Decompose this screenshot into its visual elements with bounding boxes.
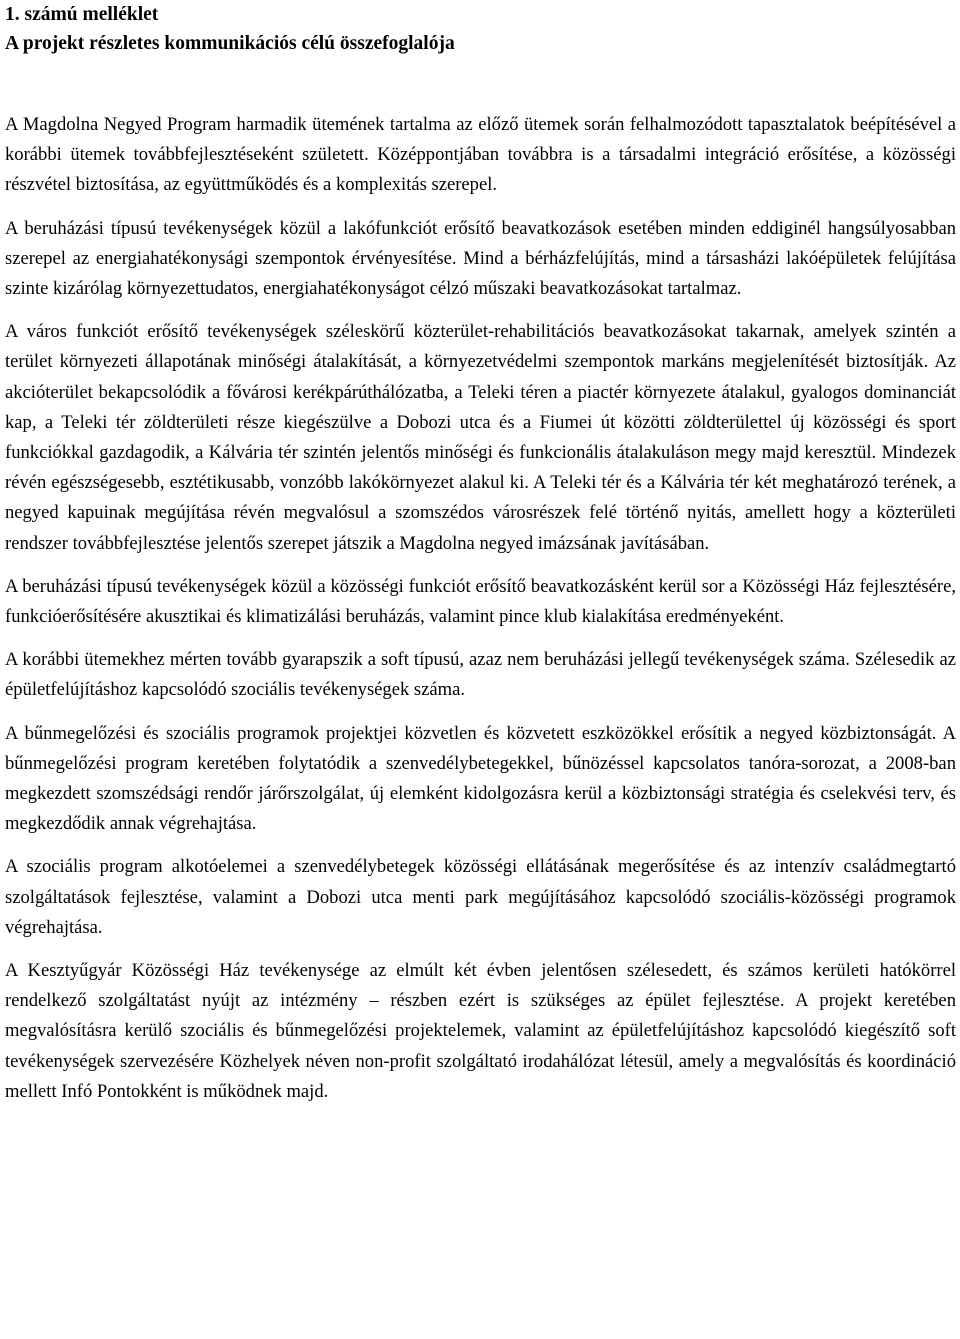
annex-number-heading: 1. számú melléklet <box>5 4 159 25</box>
paragraph-kesztyugyar: A Kesztyűgyár Közösségi Ház tevékenysége az elmúlt két évben jelentősen szélesedett, és számos kerületi hatókörrel rendelkező szolgáltatást nyújt az intézmény – részben ezért is szükséges az épület fejlesztése. A projekt keretében megvalósításra kerülő szociális és bűnmegelőzési projektelemek, valamint az épületfelújításhoz kapcsolódó kiegészítő soft tevékenységek szervezésére Közhelyek néven non-profit szolgáltató irodahálózat létesül, amely a megvalósítás és koordináció mellett Infó Pontokként is működnek majd. <box>5 960 956 1102</box>
paragraph-housing-investment: A beruházási típusú tevékenységek közül a lakófunkciót erősítő beavatkozások esetében minden eddiginél hangsúlyosabban szerepel az energiahatékonysági szempontok érvényesítése. Mind a bérházfelújítás, mind a társasházi lakóépületek felújítása szinte kizárólag környezettudatos, energiahatékonyságot célzó műszaki beavatkozásokat tartalmaz. <box>5 217 956 300</box>
summary-title-heading: A projekt részletes kommunikációs célú összefoglalója <box>5 33 455 54</box>
document-body <box>5 110 956 1107</box>
paragraph-crime-prevention: A bűnmegelőzési és szociális programok projektjei közvetlen és közvetett eszközökkel erősítik a negyed közbiztonságát. A bűnmegelőzési program keretében folytatódik a szenvedélybetegekkel, bűnözéssel kapcsolatos tanóra-sorozat, a 2008-ban megkezdett szomszédsági rendőr járőrszolgálat, új elemként kidolgozásra kerül a közbiztonsági stratégia és cselekvési terv, és megkezdődik annak végrehajtása. <box>5 722 956 835</box>
document-page <box>5 0 956 1120</box>
paragraph-intro: A Magdolna Negyed Program harmadik ütemének tartalma az előző ütemek során felhalmozódott tapasztalatok beépítésével a korábbi ütemek továbbfejlesztéseként született. Középpontjában továbbra is a társadalmi integráció erősítése, a közösségi részvétel biztosítása, az együttműködés és a komplexitás szerepel. <box>5 114 956 196</box>
paragraph-social-program: A szociális program alkotóelemei a szenvedélybetegek közösségi ellátásának megerősítése és az intenzív családmegtartó szolgáltatások fejlesztése, valamint a Dobozi utca menti park megújításához kapcsolódó szociális-közösségi programok végrehajtása. <box>5 856 956 938</box>
paragraph-community-house: A beruházási típusú tevékenységek közül a közösségi funkciót erősítő beavatkozásként kerül sor a Közösségi Ház fejlesztésére, funkcióerősítésére akusztikai és klimatizálási beruházás, valamint pince klub kialakítása eredményeként. <box>5 575 956 628</box>
paragraph-public-space: A város funkciót erősítő tevékenységek széleskörű közterület-rehabilitációs beavatkozásokat takarnak, amelyek szintén a terület környezeti állapotának minőségi átalakítását, a környezetvédelmi szempontok markáns megjelenítését biztosítják. Az akcióterület bekapcsolódik a fővárosi kerékpárúthálózatba, a Teleki téren a piactér környezete átalakul, gyalogos dominanciát kap, a Teleki tér zöldterületi része kiegészülve a Dobozi utca és a Fiumei út közötti zöldterülettel új közösségi és sport funkciókkal gazdagodik, a Kálvária tér szintén jelentős minőségi és funkcionális átalakuláson megy majd keresztül. Mindezek révén egészségesebb, esztétikusabb, vonzóbb lakókörnyezet alakul ki. A Teleki tér és a Kálvária tér két meghatározó terének, a negyed kapuinak megújítása révén megvalósul a szomszédos városrészek felé történő nyitás, amellett hogy a közterületi rendszer továbbfejlesztése jelentős szerepet játszik a Magdolna negyed imázsának javításában. <box>5 321 956 554</box>
paragraph-soft-activities: A korábbi ütemekhez mérten tovább gyarapszik a soft típusú, azaz nem beruházási jellegű tevékenységek száma. Szélesedik az épületfelújításhoz kapcsolódó szociális tevékenységek száma. <box>5 649 956 701</box>
